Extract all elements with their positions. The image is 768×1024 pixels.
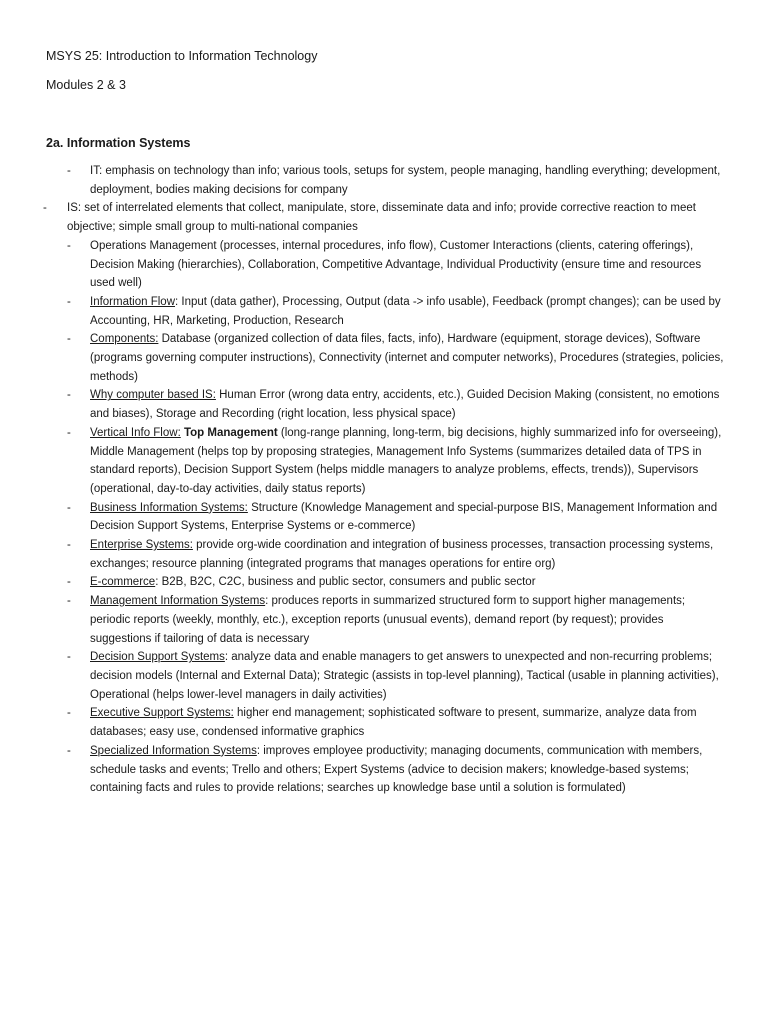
bullet-dash: -: [43, 202, 47, 215]
item-body: Structure (Knowledge Management and special-purpose BIS, Management Information and Decision Support Systems, Enterprise Systems or e-commerce): [90, 501, 718, 533]
item-body: (long-range planning, long-term, big decisions, highly summarized info for overseeing), Middle Management (helps top by proposing strategies, Management Info Systems (summarizes detailed data of TPS in standard reports), Decision Support System (helps middle managers to analyze problems, effects, trends)), Supervisors (operational, day-to-day activities, daily status reports): [90, 426, 722, 495]
item-term: E-commerce: [90, 576, 156, 589]
list-item: [0, 162, 724, 199]
bullet-dash: -: [67, 239, 71, 252]
bullet-dash: -: [67, 501, 71, 514]
item-term: Decision Support Systems: [90, 651, 225, 664]
bullet-dash: -: [67, 426, 71, 439]
modules-label: Modules 2 & 3: [46, 78, 126, 92]
item-body: : Input (data gather), Processing, Output (data -> info usable), Feedback (prompt changes); can be used by Accounting, HR, Marketing, Production, Research: [90, 295, 721, 327]
item-body: IT: emphasis on technology than info; various tools, setups for system, people managing, handling everything; development, deployment, bodies making decisions for company: [90, 165, 721, 196]
item-body: Operations Management (processes, internal procedures, info flow), Customer Interactions (clients, catering offerings), Decision Making (hierarchies), Collaboration, Competitive Advantage, Individual Productivity (ensure time and resources used well): [90, 239, 702, 290]
list-item: [0, 704, 724, 741]
list-item: [0, 648, 724, 704]
bullet-dash: -: [67, 333, 71, 346]
item-body: provide org-wide coordination and integration of business processes, transaction processing systems, exchanges; resource planning (integrated programs that manages operations for entire org): [90, 539, 714, 570]
item-body: : produces reports in summarized structured form to support higher managements; periodic reports (weekly, monthly, etc.), exception reports (unusual events), demand report (by request); provides suggestions if tailoring of data is necessary: [90, 595, 686, 645]
item-term: Executive Support Systems:: [90, 707, 234, 720]
bullet-dash: -: [67, 539, 71, 552]
list-item: [0, 536, 724, 573]
item-body: Human Error (wrong data entry, accidents, etc.), Guided Decision Making (consistent, no emotions and biases), Storage and Recording (right location, less physical space): [90, 389, 720, 421]
list-item: [0, 293, 724, 330]
item-body: : analyze data and enable managers to get answers to unexpected and non-recurring problems; decision models (Internal and External Data); Strategic (assists in top-level planning), Tactical (usable in planning activities), Operational (helps lower-level managers in daily activities): [90, 651, 719, 701]
item-term: Components:: [90, 333, 159, 346]
item-term: Why computer based IS:: [90, 389, 216, 402]
course-title: MSYS 25: Introduction to Information Technology: [46, 49, 318, 63]
item-body: : improves employee productivity; managing documents, communication with members, schedule tasks and events; Trello and others; Expert Systems (advice to decision makers; knowledge-based systems; containing facts and rules to provide relations; searches up knowledge base until a solution is formulated): [90, 744, 703, 795]
list-item: [0, 742, 724, 798]
bullet-dash: -: [67, 165, 71, 177]
item-term: Specialized Information Systems: [90, 744, 257, 757]
bullet-dash: -: [67, 595, 71, 608]
item-term: Management Information Systems: [90, 595, 266, 608]
list-item: [0, 499, 724, 536]
bullet-dash: -: [67, 389, 71, 402]
item-term: Vertical Info Flow:: [90, 426, 181, 439]
list-item: [0, 199, 733, 236]
item-body: Database (organized collection of data files, facts, info), Hardware (equipment, storage devices), Software (programs governing computer instructions), Connectivity (internet and computer networks), Procedures (strategies, policies, methods): [90, 333, 724, 383]
item-subterm: Top Management: [183, 426, 278, 439]
list-item: [0, 386, 724, 423]
item-body: : B2B, B2C, C2C, business and public sector, consumers and public sector: [155, 576, 536, 589]
list-item: [0, 573, 724, 592]
list-item: [0, 592, 724, 648]
bullet-dash: -: [67, 707, 71, 720]
item-body: higher end management; sophisticated software to present, summarize, analyze data from databases; easy use, condensed informative graphics: [90, 707, 697, 739]
item-term: Information Flow: [90, 295, 176, 308]
bullet-list: [0, 162, 768, 798]
item-term: Enterprise Systems:: [90, 539, 193, 552]
item-term: Business Information Systems:: [90, 501, 248, 514]
bullet-dash: -: [67, 651, 71, 664]
bullet-dash: -: [67, 744, 71, 757]
list-item: [0, 424, 724, 499]
item-body: IS: set of interrelated elements that collect, manipulate, store, disseminate data and info; provide corrective reaction to meet objective; simple small group to multi-national companies: [67, 202, 696, 234]
bullet-dash: -: [67, 295, 71, 308]
bullet-dash: -: [67, 576, 71, 589]
section-heading: 2a. Information Systems: [46, 136, 191, 150]
list-item: [0, 237, 724, 293]
list-item: [0, 330, 724, 386]
